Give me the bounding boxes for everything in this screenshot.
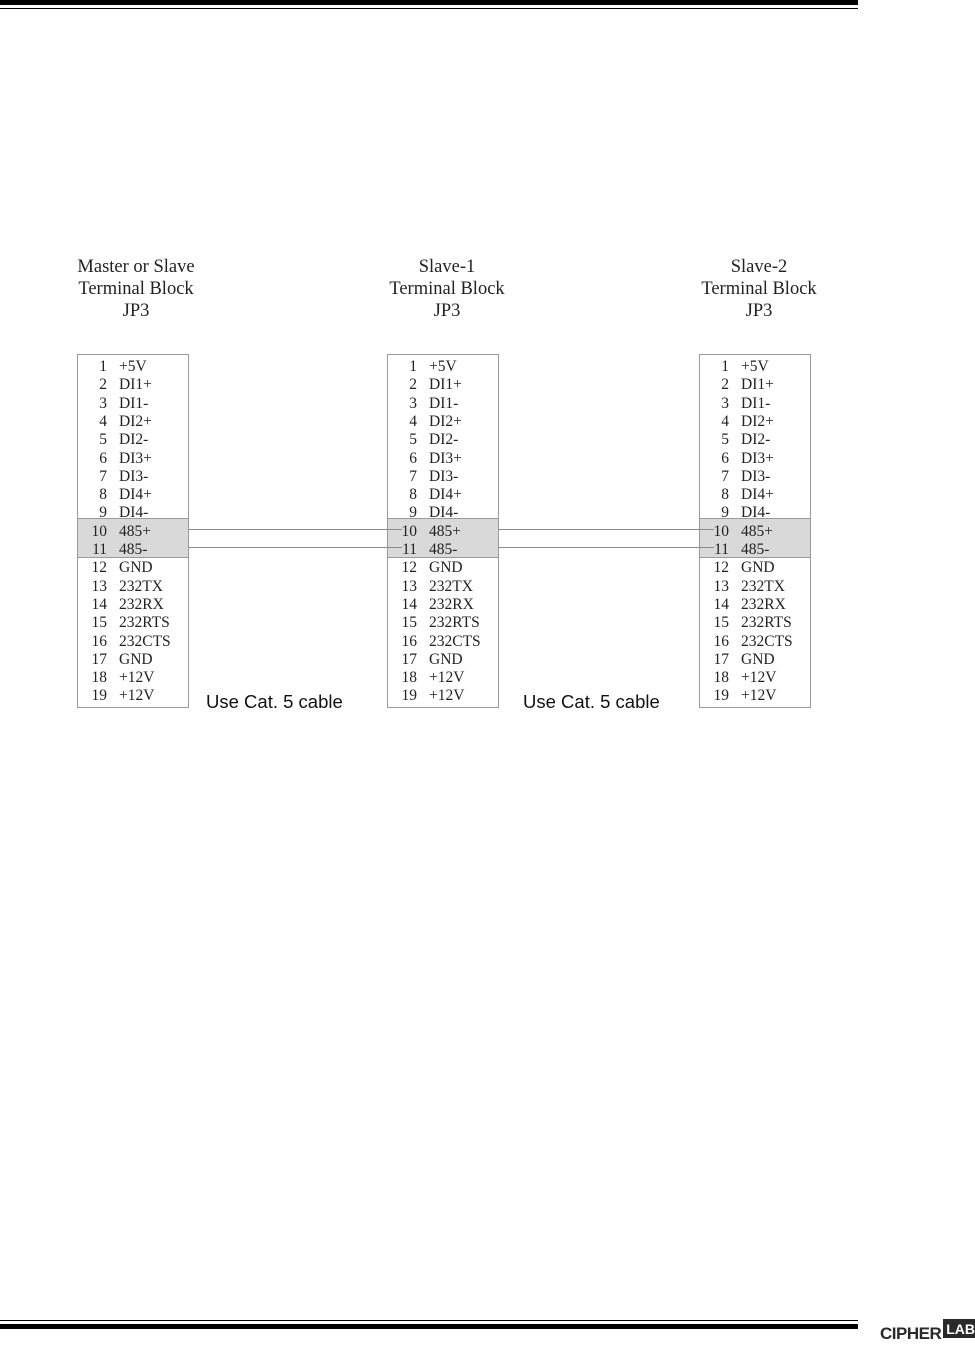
pin-signal: DI4- <box>429 504 459 522</box>
pin-signal: GND <box>429 650 463 668</box>
pin-row <box>700 395 810 413</box>
pin-signal: 232TX <box>741 577 785 595</box>
pin-number: 17 <box>91 650 107 668</box>
pin-number: 7 <box>721 467 729 485</box>
pin-signal: +5V <box>429 358 457 375</box>
pin-row <box>388 633 498 651</box>
pin-row <box>388 395 498 413</box>
pin-number: 11 <box>92 541 107 558</box>
pin-signal: DI2+ <box>741 412 774 430</box>
pin-number: 8 <box>99 486 107 504</box>
pin-signal: DI2- <box>119 431 149 449</box>
pin-number: 19 <box>91 687 107 705</box>
pin-row <box>700 633 810 651</box>
pin-row <box>700 358 810 376</box>
pin-number: 2 <box>409 376 417 394</box>
pin-number: 12 <box>713 559 729 577</box>
pin-row <box>388 376 498 394</box>
pin-signal: DI2+ <box>429 412 462 430</box>
pin-signal: 485+ <box>429 522 461 540</box>
pin-signal: +5V <box>741 358 769 375</box>
pin-number: 8 <box>721 486 729 504</box>
pin-signal: 232TX <box>119 577 163 595</box>
pin-row <box>388 559 498 577</box>
pin-signal: DI1- <box>429 394 459 412</box>
block-title-line: Terminal Block <box>78 279 194 299</box>
pin-row <box>78 523 188 541</box>
pin-signal: GND <box>741 650 775 668</box>
pin-signal: GND <box>429 559 463 577</box>
pin-signal: DI3+ <box>741 449 774 467</box>
footer-rule-thin <box>0 1320 858 1321</box>
pin-signal: DI3- <box>119 467 149 485</box>
pin-row <box>700 614 810 632</box>
pin-row <box>78 431 188 449</box>
block-title-master <box>36 256 236 322</box>
pin-row <box>388 541 498 559</box>
header-rule-thick <box>0 0 858 5</box>
pin-number: 13 <box>91 577 107 595</box>
pin-signal: +5V <box>119 358 147 375</box>
pin-number: 1 <box>409 358 417 375</box>
pin-signal: 485- <box>741 541 770 558</box>
pin-number: 18 <box>91 669 107 687</box>
pin-row <box>78 358 188 376</box>
pin-number: 6 <box>99 449 107 467</box>
pin-signal: +12V <box>429 669 465 687</box>
pin-number: 10 <box>91 522 107 540</box>
pin-number: 13 <box>401 577 417 595</box>
pin-row <box>388 614 498 632</box>
pin-number: 5 <box>409 431 417 449</box>
pin-signal: 232TX <box>429 577 473 595</box>
pin-number: 17 <box>401 650 417 668</box>
pin-number: 7 <box>99 467 107 485</box>
pin-signal: DI1+ <box>429 376 462 394</box>
pin-number: 15 <box>91 614 107 632</box>
block-title-slave-1 <box>347 256 547 322</box>
pin-signal: 232CTS <box>119 632 171 650</box>
pin-signal: GND <box>741 559 775 577</box>
pin-number: 13 <box>713 577 729 595</box>
pin-number: 1 <box>721 358 729 375</box>
pin-row <box>388 669 498 687</box>
pin-number: 19 <box>401 687 417 705</box>
pin-row <box>388 578 498 596</box>
pin-number: 8 <box>409 486 417 504</box>
pin-row <box>388 651 498 669</box>
pin-row <box>78 669 188 687</box>
pin-signal: 232CTS <box>429 632 481 650</box>
pin-signal: DI1- <box>119 394 149 412</box>
pin-number: 9 <box>99 504 107 522</box>
header-rule-thin <box>0 8 858 9</box>
pin-row <box>78 614 188 632</box>
pin-number: 7 <box>409 467 417 485</box>
pin-row <box>78 596 188 614</box>
pin-signal: DI2+ <box>119 412 152 430</box>
pin-number: 1 <box>99 358 107 375</box>
pin-signal: DI1- <box>741 394 771 412</box>
pin-signal: 485+ <box>741 522 773 540</box>
pin-row <box>388 468 498 486</box>
pin-signal: DI3+ <box>429 449 462 467</box>
pin-row <box>78 376 188 394</box>
pin-signal: +12V <box>119 669 155 687</box>
pin-signal: 485- <box>429 541 458 558</box>
pin-row <box>700 541 810 559</box>
pin-row <box>700 687 810 705</box>
pin-row <box>388 486 498 504</box>
pin-signal: DI3- <box>741 467 771 485</box>
pin-number: 4 <box>409 412 417 430</box>
pin-number: 15 <box>401 614 417 632</box>
cipherlab-logo <box>880 1314 975 1344</box>
pin-row <box>700 578 810 596</box>
pin-signal: DI4- <box>741 504 771 522</box>
terminal-block-master <box>77 354 189 708</box>
pin-row <box>78 504 188 522</box>
pin-row <box>78 633 188 651</box>
pin-row <box>388 687 498 705</box>
pin-number: 14 <box>91 595 107 613</box>
pin-signal: 232RTS <box>741 614 792 632</box>
pin-row <box>700 559 810 577</box>
pin-signal: DI4- <box>119 504 149 522</box>
pin-signal: +12V <box>741 669 777 687</box>
pin-row <box>700 669 810 687</box>
pin-row <box>78 687 188 705</box>
pin-row <box>388 523 498 541</box>
pin-signal: +12V <box>119 687 155 705</box>
pin-number: 10 <box>401 522 417 540</box>
pin-number: 16 <box>91 632 107 650</box>
pin-row <box>700 468 810 486</box>
pin-number: 9 <box>721 504 729 522</box>
pin-signal: GND <box>119 559 153 577</box>
pin-row <box>700 450 810 468</box>
pin-number: 12 <box>91 559 107 577</box>
pin-number: 3 <box>409 394 417 412</box>
pin-row <box>700 651 810 669</box>
pin-row <box>78 578 188 596</box>
pin-number: 3 <box>721 394 729 412</box>
pin-row <box>78 450 188 468</box>
footer-rule-thick <box>0 1324 858 1329</box>
pin-number: 10 <box>713 522 729 540</box>
pin-row <box>700 523 810 541</box>
cable-label-2: Use Cat. 5 cable <box>523 691 660 712</box>
pin-number: 9 <box>409 504 417 522</box>
pin-number: 17 <box>713 650 729 668</box>
pin-number: 4 <box>721 412 729 430</box>
pin-number: 3 <box>99 394 107 412</box>
pin-row <box>78 541 188 559</box>
pin-signal: 232RX <box>741 595 786 613</box>
pin-number: 16 <box>401 632 417 650</box>
cable-label-1: Use Cat. 5 cable <box>206 691 343 712</box>
pin-signal: DI3- <box>429 467 459 485</box>
pin-row <box>388 431 498 449</box>
pin-row <box>700 486 810 504</box>
pin-number: 14 <box>713 595 729 613</box>
pin-signal: DI1+ <box>119 376 152 394</box>
pin-number: 4 <box>99 412 107 430</box>
pin-signal: DI4+ <box>741 486 774 504</box>
pin-number: 18 <box>713 669 729 687</box>
pin-signal: 232RTS <box>429 614 480 632</box>
block-title-line: Terminal Block <box>389 279 505 299</box>
pin-row <box>700 413 810 431</box>
pin-row <box>78 651 188 669</box>
pin-number: 5 <box>99 431 107 449</box>
pin-row <box>78 395 188 413</box>
logo-text: CIPHER <box>880 1324 942 1343</box>
pin-number: 2 <box>721 376 729 394</box>
block-title-line: Master or Slave <box>77 257 195 277</box>
pin-number: 11 <box>402 541 417 558</box>
pin-number: 5 <box>721 431 729 449</box>
pin-row <box>700 504 810 522</box>
pin-signal: DI1+ <box>741 376 774 394</box>
terminal-block-slave-1 <box>387 354 499 708</box>
pin-signal: DI4+ <box>429 486 462 504</box>
pin-row <box>388 596 498 614</box>
pin-row <box>78 413 188 431</box>
block-title-line: JP3 <box>122 301 150 321</box>
pin-row <box>78 559 188 577</box>
block-title-line: JP3 <box>745 301 773 321</box>
block-title-line: Slave-1 <box>418 257 476 277</box>
pin-signal: DI4+ <box>119 486 152 504</box>
pin-signal: 485- <box>119 541 148 558</box>
pin-signal: DI2- <box>741 431 771 449</box>
pin-row <box>78 468 188 486</box>
pin-row <box>78 486 188 504</box>
pin-signal: GND <box>119 650 153 668</box>
pin-number: 12 <box>401 559 417 577</box>
pin-signal: DI3+ <box>119 449 152 467</box>
block-title-line: Slave-2 <box>730 257 788 277</box>
pin-number: 14 <box>401 595 417 613</box>
pin-number: 16 <box>713 632 729 650</box>
pin-signal: 232RTS <box>119 614 170 632</box>
pin-row <box>388 504 498 522</box>
pin-signal: 232RX <box>429 595 474 613</box>
pin-signal: +12V <box>741 687 777 705</box>
pin-signal: 485+ <box>119 522 151 540</box>
pin-number: 6 <box>721 449 729 467</box>
pin-row <box>700 596 810 614</box>
pin-row <box>388 413 498 431</box>
pin-row <box>388 358 498 376</box>
pin-number: 11 <box>714 541 729 558</box>
pin-row <box>700 376 810 394</box>
terminal-block-slave-2 <box>699 354 811 708</box>
logo-box: LAB <box>943 1319 975 1338</box>
pin-number: 2 <box>99 376 107 394</box>
pin-signal: DI2- <box>429 431 459 449</box>
block-title-line: JP3 <box>433 301 461 321</box>
pin-row <box>700 431 810 449</box>
pin-signal: 232RX <box>119 595 164 613</box>
pin-number: 15 <box>713 614 729 632</box>
pin-number: 19 <box>713 687 729 705</box>
pin-row <box>388 450 498 468</box>
block-title-slave-2 <box>659 256 859 322</box>
pin-number: 6 <box>409 449 417 467</box>
pin-signal: 232CTS <box>741 632 793 650</box>
block-title-line: Terminal Block <box>701 279 817 299</box>
pin-number: 18 <box>401 669 417 687</box>
pin-signal: +12V <box>429 687 465 705</box>
